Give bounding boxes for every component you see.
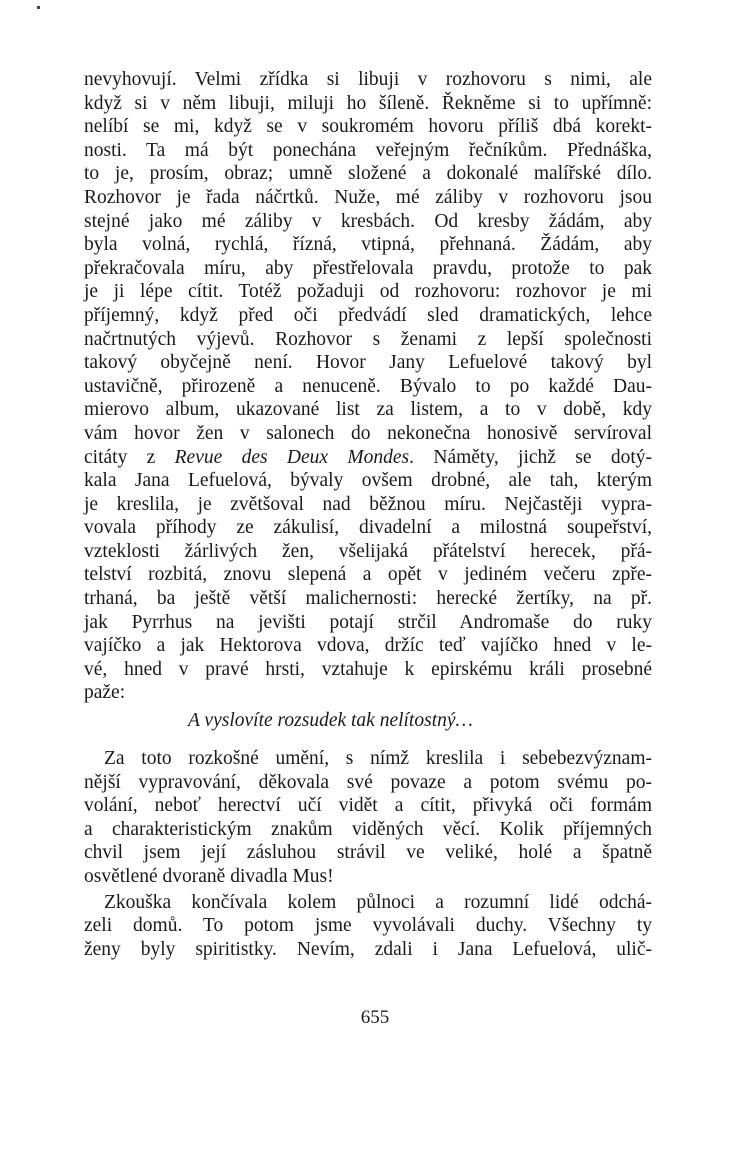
text-line: nelíbí se mi, když se v soukromém hovoru příliš dbá korekt- (84, 116, 652, 138)
text-line: nevyhovují. Velmi zřídka si libuji v rozhovoru s nimi, ale (84, 69, 652, 90)
scan-speck (37, 6, 40, 9)
text-line: paže: (84, 682, 126, 704)
text-line: překračovala míru, aby přestřelovala pravdu, protože to pak (84, 257, 652, 279)
text-line: příjemný, když před oči předvádí sled dramatických, lehce (84, 304, 652, 326)
text-line: mierovo album, ukazované list za listem, a to v době, kdy (84, 399, 652, 421)
text-line: načrtnutých výjevů. Rozhovor s ženami z lepší společnosti (84, 328, 652, 350)
text-line: vajíčko a jak Hektorova vdova, držíc teď vajíčko hned v le- (84, 635, 652, 657)
periodical-title: Revue des Deux Mondes (174, 446, 410, 468)
text-line: zeli domů. To potom jsme vyvolávali duchy. Všechny ty (84, 915, 652, 937)
text-line: je ji lépe cítit. Totéž požaduji od rozhovoru: rozhovor je mi (84, 281, 652, 303)
paragraph-2 (84, 747, 652, 889)
text-line: byla volná, rychlá, řízná, vtipná, přehnaná. Žádám, aby (84, 234, 652, 256)
text-line: Zkouška končívala kolem půlnoci a rozumní lidé odchá- (104, 891, 652, 913)
text-line: stejné jako mé záliby v kresbách. Od kresby žádám, aby (84, 210, 652, 232)
text-line: jak Pyrrhus na jevišti potají strčil Andromaše do ruky (84, 611, 652, 633)
text-line: trhaná, ba ještě větší malichernosti: herecké žertíky, na př. (84, 588, 652, 610)
page-number: 655 (360, 1007, 390, 1028)
text-line: vovala příhody ze zákulisí, divadelní a milostná soupeřství, (84, 517, 652, 539)
text-line: nosti. Ta má být ponechána veřejným řečníkům. Přednáška, (84, 139, 652, 161)
text-line: takový obyčejně není. Hovor Jany Lefuelové takový byl (84, 352, 652, 374)
text-line: a charakteristickým znakům viděných věcí. Kolik příjemných (84, 818, 652, 840)
text-line: nější vypravování, děkovala své povaze a potom svému po- (84, 771, 652, 793)
text-line-with-italic-title: citáty z Revue des Deux Mondes. Náměty, jichž se dotý- (84, 446, 653, 468)
paragraph-3 (84, 891, 652, 962)
text-line: Rozhovor je řada náčrtků. Nuže, mé záliby v rozhovoru jsou (84, 186, 652, 208)
text-line: ustavičně, přirozeně a nenuceně. Bývalo to po každé Dau- (84, 375, 652, 397)
text-line: osvětlené dvoraně divadla Mus! (84, 866, 334, 887)
text-line: je kreslila, je zvětšoval nad běžnou míru. Nejčastěji vypra- (84, 493, 652, 515)
text-line: chvil jsem její zásluhou strávil ve veliké, holé a špatně (84, 842, 652, 864)
text-line: telství rozbitá, znovu slepená a opět v jediném večeru zpře- (84, 564, 652, 586)
quoted-verse: A vyslovíte rozsudek tak nelítostný… (188, 710, 473, 732)
paragraph-1 (84, 68, 652, 705)
text-line: vzteklosti žárlivých žen, všelijaká přátelství herecek, přá- (84, 540, 652, 562)
text-line: Za toto rozkošné umění, s nímž kreslila i sebebezvýznam- (104, 748, 652, 770)
text-line: to je, prosím, obraz; umně složené a dokonalé malířské dílo. (84, 163, 652, 185)
text-line: vé, hned v pravé hrsti, vztahuje k epirskému králi prosebné (84, 658, 652, 680)
text-line: kala Jana Lefuelová, bývaly ovšem drobné, ale tah, kterým (84, 470, 652, 492)
text-line: když si v něm libuji, miluji ho šíleně. Řekněme si to upřímně: (84, 92, 652, 114)
book-page (84, 68, 652, 961)
text-line: vám hovor žen v salonech do nekonečna honosivě servíroval (84, 422, 652, 444)
text-line: ženy byly spiritistky. Nevím, zdali i Jana Lefuelová, ulič- (84, 938, 652, 960)
text-line: volání, neboť herectví učí vidět a cítit, přivyká oči formám (84, 795, 652, 817)
